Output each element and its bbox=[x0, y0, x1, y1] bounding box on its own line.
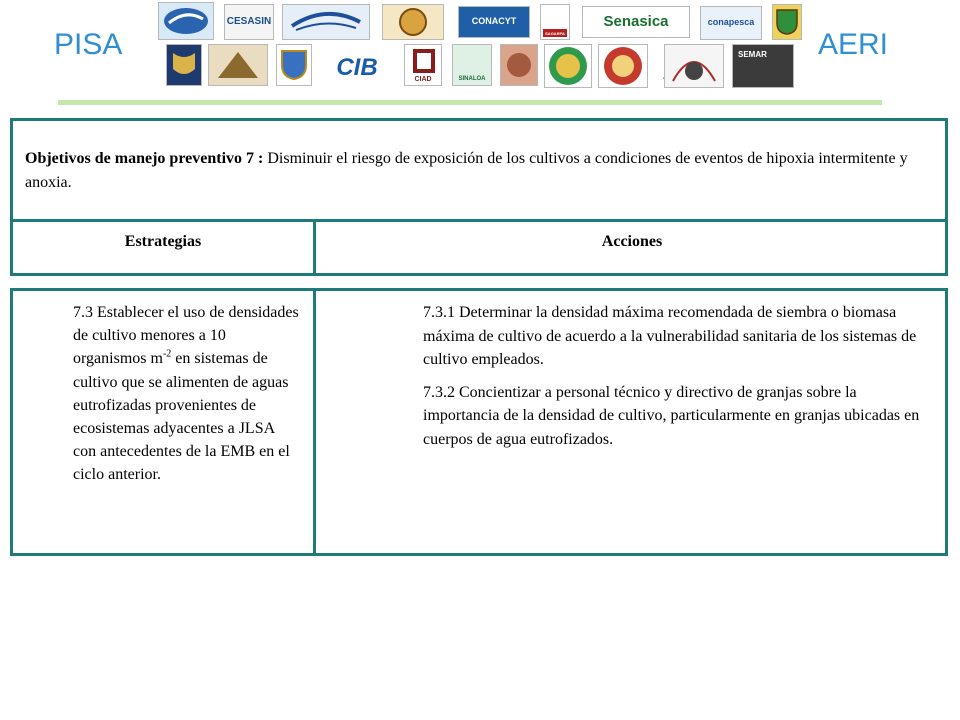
header-divider bbox=[58, 100, 882, 105]
ciad-logo: CIAD bbox=[404, 44, 442, 86]
sinaloa-logo: SINALOA bbox=[452, 44, 492, 86]
state-shield-logo bbox=[772, 4, 802, 40]
actions-cell bbox=[423, 301, 935, 451]
aztec-emblem-logo bbox=[500, 44, 538, 86]
action-item: 7.3.2 Concientizar a personal técnico y directivo de granjas sobre la importancia de la densidad de cultivo, particularmente en granjas ubicadas en cuerpos de agua eutrofizados. bbox=[423, 383, 920, 448]
senasica-logo: Senasica bbox=[582, 6, 690, 38]
dolphin-emblem-logo bbox=[158, 2, 214, 40]
strategies-header: Estrategias bbox=[124, 233, 202, 250]
semar-logo: SEMAR bbox=[732, 44, 794, 88]
circular-seal-logo bbox=[544, 44, 592, 88]
objective-description: Disminuir el riesgo de exposición de los cultivos a condiciones de eventos de hipoxia intermitente y anoxia. bbox=[25, 150, 908, 191]
university-crest-logo bbox=[208, 44, 268, 86]
baja-california-sur-committee-logo bbox=[382, 4, 444, 40]
action-item: 7.3.1 Determinar la densidad máxima recomendada de siembra o biomasa máxima de cultivo de acuerdo a la vulnerabilidad sanitaria de los sistemas de cultivo empleados. bbox=[423, 304, 917, 368]
sagarpa-logo: SAGARPA bbox=[540, 4, 570, 40]
diagnostic-network-logo bbox=[664, 44, 724, 88]
table-body-row bbox=[10, 288, 948, 556]
conapesca-logo: conapesca bbox=[700, 6, 762, 40]
state-crest-logo bbox=[276, 44, 312, 86]
strategy-cell bbox=[73, 301, 301, 487]
objective-text bbox=[25, 147, 937, 195]
strategy-superscript: -2 bbox=[162, 349, 172, 361]
objective-label: Objetivos de manejo preventivo 7 : bbox=[25, 150, 264, 167]
red-seal-logo bbox=[598, 44, 648, 88]
actions-header: Acciones bbox=[601, 233, 663, 250]
cesasin-logo: CESASIN bbox=[224, 4, 274, 40]
strategy-text: 7.3 Establecer el uso de densidades de cultivo menores a 10 organismos m bbox=[73, 304, 299, 368]
shrimp-committee-logo bbox=[282, 4, 370, 40]
objective-box bbox=[10, 118, 948, 222]
conacyt-logo: CONACYT bbox=[458, 6, 530, 38]
strategy-text-continued: en sistemas de cultivo que se alimenten de aguas eutrofizadas provenientes de ecosistemas adyacentes a JLSA con antecedentes de la EMB en el ciclo anterior. bbox=[73, 350, 290, 484]
pisa-brand: PISA bbox=[54, 28, 123, 61]
aeri-brand: AERI bbox=[818, 28, 889, 61]
column-divider bbox=[313, 291, 316, 553]
table-header-row bbox=[10, 219, 948, 276]
unam-logo bbox=[166, 44, 202, 86]
cib-logo: CIB bbox=[328, 50, 386, 86]
